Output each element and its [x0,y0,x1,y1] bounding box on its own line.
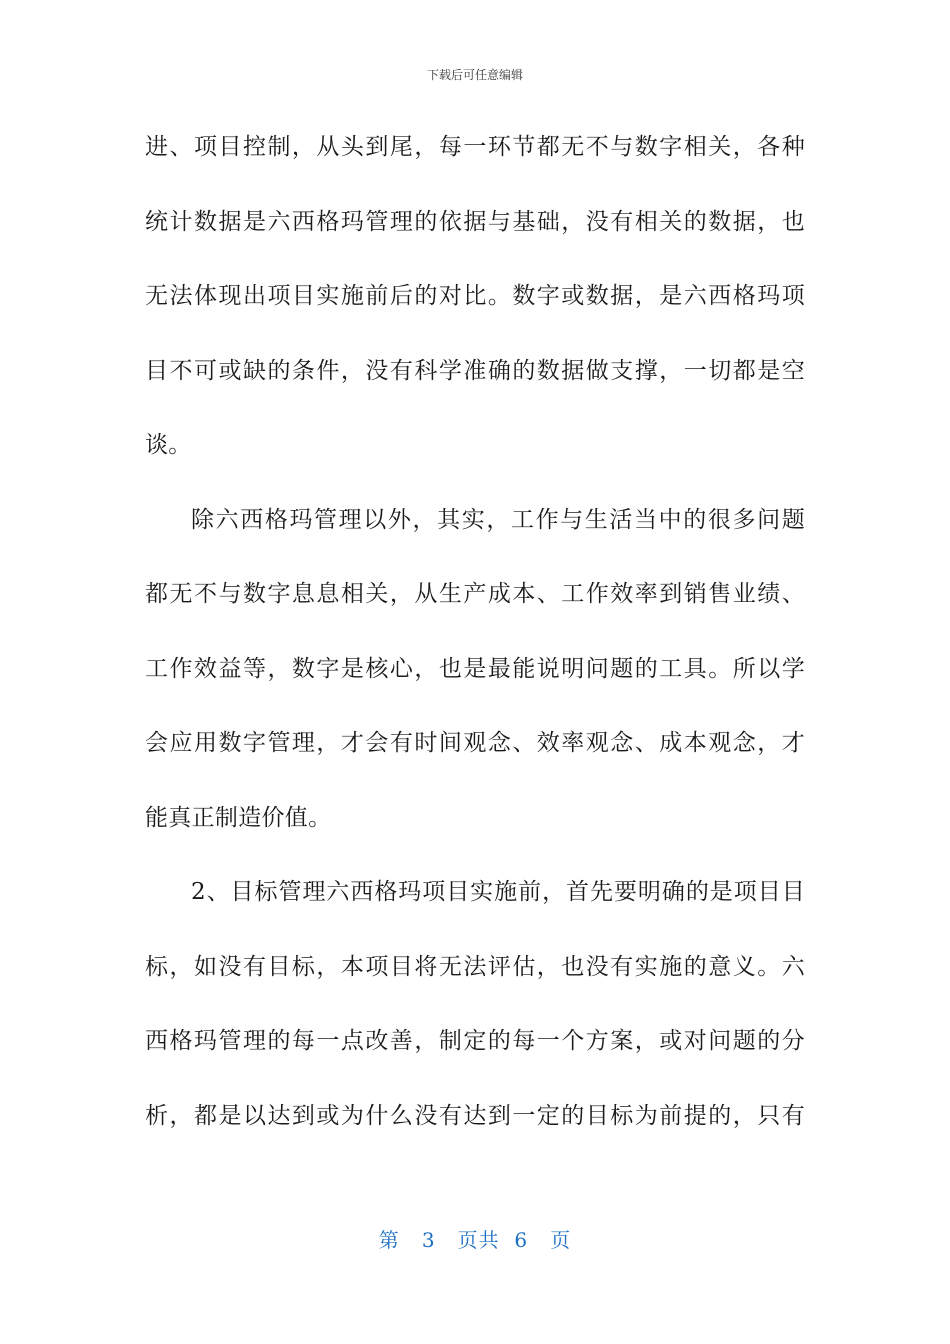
footer-middle: 页共 [457,1228,500,1252]
document-body [145,110,805,1153]
text-line: 析，都是以达到或为什么没有达到一定的目标为前提的，只有 [145,1102,805,1129]
text-line: 谈。 [145,432,192,458]
page-number-footer [0,1224,950,1253]
text-line: 除六西格玛管理以外，其实，工作与生活当中的很多问题 [191,506,805,533]
paragraph-2 [145,483,805,856]
text-line: 进、项目控制，从头到尾，每一环节都无不与数字相关，各种 [145,134,805,160]
paragraph-3 [145,855,805,1153]
footer-suffix: 页 [550,1228,572,1252]
total-page-number: 6 [514,1228,529,1252]
current-page-number: 3 [421,1228,436,1252]
text-line: 能真正制造价值。 [145,804,332,831]
text-line: 无法体现出项目实施前后的对比。数字或数据，是六西格玛项 [145,283,805,309]
text-line: 2、目标管理六西格玛项目实施前，首先要明确的是项目目 [191,879,805,905]
footer-prefix: 第 [378,1228,400,1252]
text-line: 工作效益等，数字是核心，也是最能说明问题的工具。所以学 [145,655,805,682]
text-line: 标，如没有目标，本项目将无法评估，也没有实施的意义。六 [145,953,805,980]
text-line: 会应用数字管理，才会有时间观念、效率观念、成本观念，才 [145,730,805,756]
paragraph-1 [145,110,805,483]
text-line: 西格玛管理的每一点改善，制定的每一个方案，或对问题的分 [145,1028,805,1054]
text-line: 目不可或缺的条件，没有科学准确的数据做支撑，一切都是空 [145,357,805,384]
text-line: 都无不与数字息息相关，从生产成本、工作效率到销售业绩、 [145,581,805,607]
page-header-note: 下载后可任意编辑 [426,68,523,82]
text-line: 统计数据是六西格玛管理的依据与基础，没有相关的数据，也 [145,208,805,235]
